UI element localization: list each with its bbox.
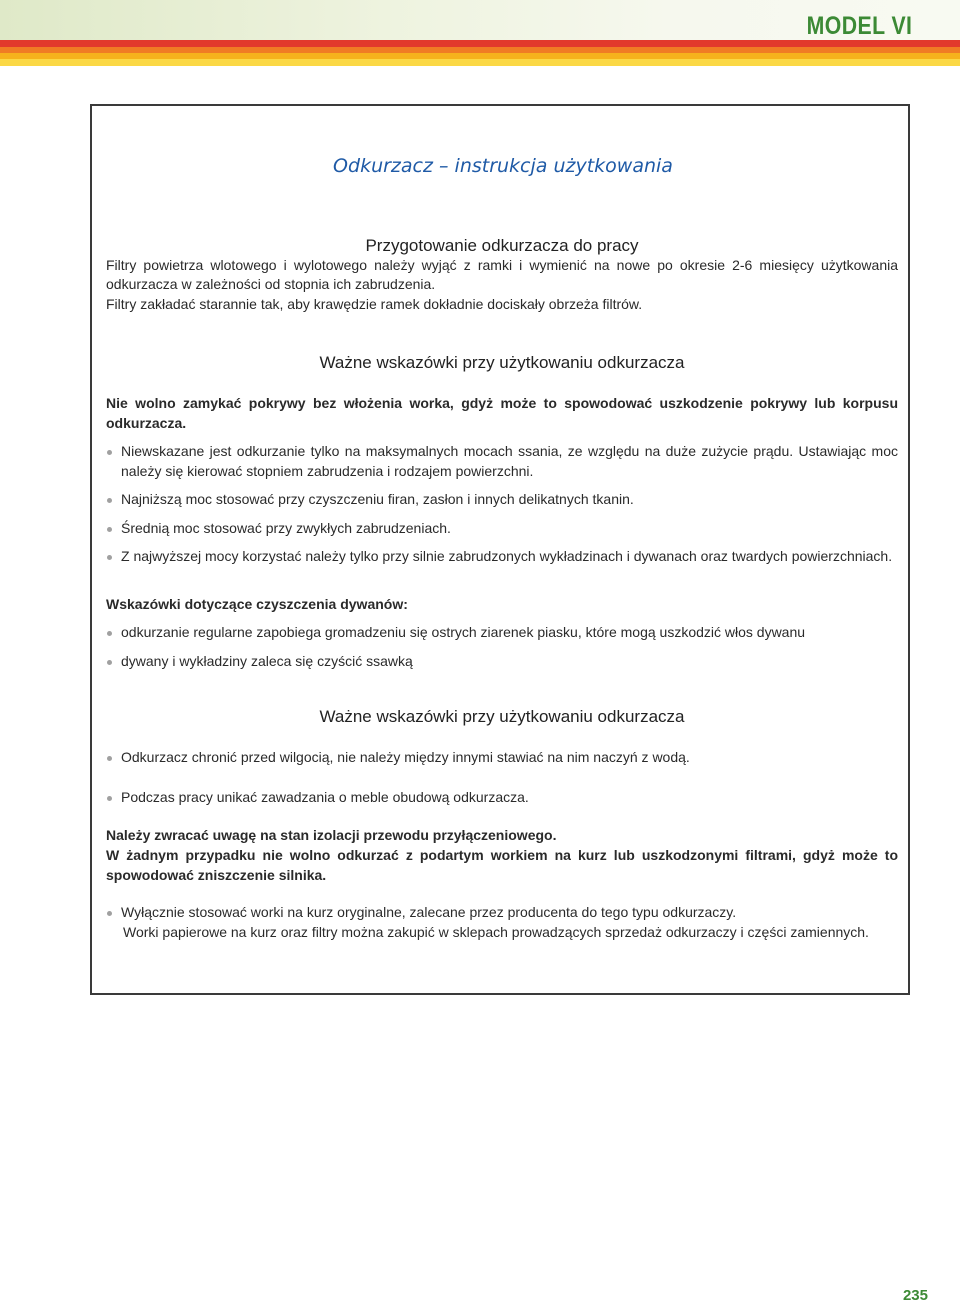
- carpet-tips: [106, 623, 898, 671]
- list-item: Odkurzacz chronić przed wilgocią, nie należy między innymi stawiać na nim naczyń z wodą.: [106, 748, 898, 768]
- stripe-red: [0, 40, 960, 47]
- section-heading-tips: Ważne wskazówki przy użytkowaniu odkurzacza: [319, 353, 685, 372]
- section-tips-2: [106, 707, 898, 727]
- section-heading-preparation: Przygotowanie odkurzacza do pracy: [365, 236, 639, 255]
- warning-lid: Nie wolno zamykać pokrywy bez włożenia worka, gdyż może to spowodować uszkodzenie pokrywy lub korpusu odkurzacza.: [106, 395, 898, 431]
- safety-tips-list: [106, 748, 898, 807]
- carpet-heading: Wskazówki dotyczące czyszczenia dywanów:: [106, 596, 408, 612]
- model-title: MODEL VI: [806, 12, 912, 40]
- carpet-tips-list: [106, 623, 898, 671]
- list-item: Najniższą moc stosować przy czyszczeniu firan, zasłon i innych delikatnych tkanin.: [106, 490, 898, 510]
- original-bags-list: [106, 903, 898, 923]
- section-preparation: [106, 236, 898, 314]
- section-heading-tips-2: Ważne wskazówki przy użytkowaniu odkurzacza: [319, 707, 685, 726]
- list-item: Z najwyższej mocy korzystać należy tylko przy silnie zabrudzonych wykładzinach i dywanach oraz twardych powierzchniach.: [106, 547, 898, 567]
- torn-bag-warning: W żadnym przypadku nie wolno odkurzać z podartym workiem na kurz lub uszkodzonymi filtrami, gdyż może to spowodować zniszczenie silnika.: [106, 847, 898, 883]
- insulation-warning: Należy zwracać uwagę na stan izolacji przewodu przyłączeniowego.: [106, 827, 557, 843]
- paragraph-filters: Filtry powietrza wlotowego i wylotowego należy wyjąć z ramki i wymienić na nowe po okresie 2-6 miesięcy użytkowania odkurzacza w zależności od stopnia ich zabrudzenia.: [106, 256, 898, 292]
- page-number: 235: [902, 1287, 928, 1304]
- section-tips: [106, 353, 898, 373]
- list-item: dywany i wykładziny zaleca się czyścić ssawką: [106, 652, 898, 672]
- list-item: Podczas pracy unikać zawadzania o meble obudową odkurzacza.: [106, 788, 898, 808]
- safety-tips: [106, 748, 898, 807]
- list-item: Wyłącznie stosować worki na kurz oryginalne, zalecane przez producenta do tego typu odkurzaczy.: [106, 903, 898, 923]
- document-title: Odkurzacz – instrukcja użytkowania: [333, 155, 673, 177]
- paragraph-filters-fit: Filtry zakładać starannie tak, aby krawędzie ramek dokładnie dociskały obrzeża filtrów.: [106, 295, 643, 312]
- list-item: odkurzanie regularne zapobiega gromadzeniu się ostrych ziarenek piasku, które mogą uszkodzić włos dywanu: [106, 623, 898, 643]
- original-bags: [106, 903, 898, 942]
- list-item: Niewskazane jest odkurzanie tylko na maksymalnych mocach ssania, ze względu na duże zużycie prądu. Ustawiając moc należy się kierować stopniem zabrudzenia i rodzajem powierzchni.: [106, 442, 898, 481]
- power-tips: [106, 442, 898, 567]
- stripe-yellow: [0, 59, 960, 66]
- list-item: Średnią moc stosować przy zwykłych zabrudzeniach.: [106, 519, 898, 539]
- purchase-note: Worki papierowe na kurz oraz filtry można zakupić w sklepach prowadzących sprzedaż odkurzaczy i części zamiennych.: [123, 923, 869, 940]
- power-tips-list: [106, 442, 898, 567]
